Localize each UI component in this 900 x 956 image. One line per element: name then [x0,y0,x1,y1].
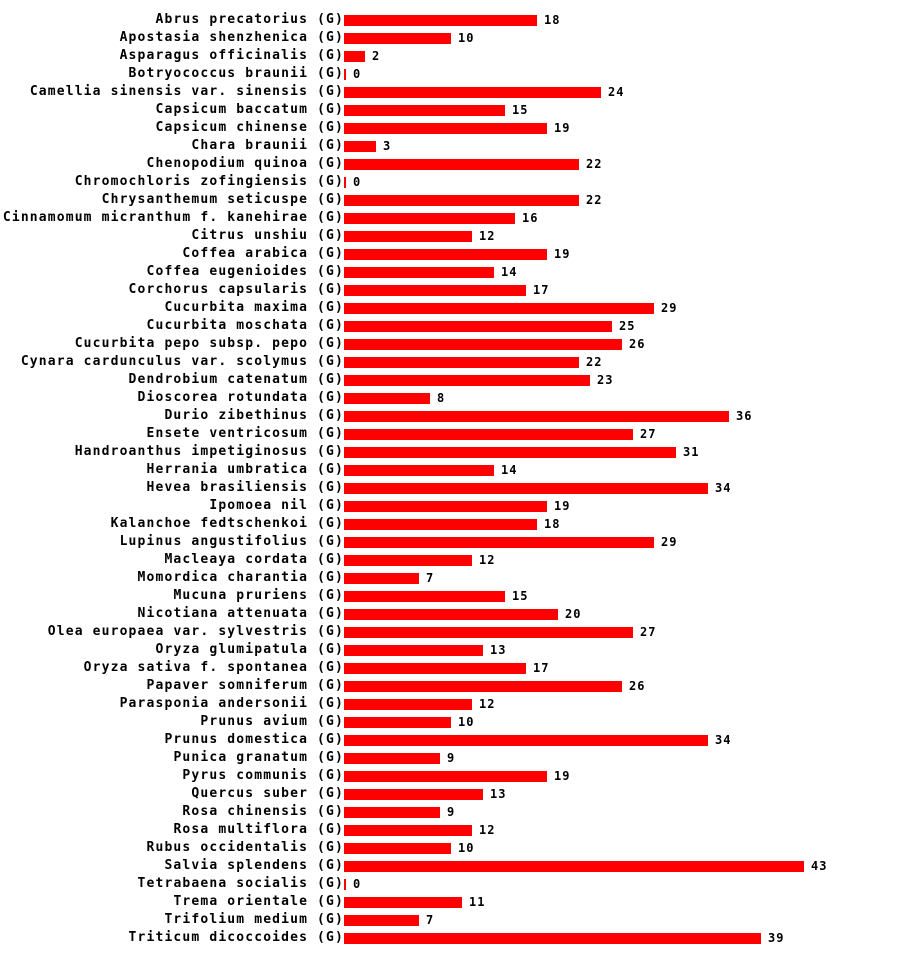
category-label: Nicotiana attenuata (G) [137,606,344,621]
bar [344,249,547,260]
bar [344,645,483,656]
bar-zone [344,857,827,875]
value-label: 7 [426,913,435,927]
chart-row [0,101,900,119]
chart-row [0,839,900,857]
bar-zone [344,389,445,407]
bar [344,33,451,44]
category-label: Kalanchoe fedtschenkoi (G) [110,516,344,531]
bar-zone [344,803,455,821]
bar [344,267,494,278]
chart-row [0,425,900,443]
category-label: Trema orientale (G) [173,894,344,909]
chart-row [0,317,900,335]
bar [344,897,462,908]
value-label: 19 [554,247,571,261]
value-label: 12 [479,697,496,711]
chart-row [0,353,900,371]
category-label: Botryococcus braunii (G) [128,66,344,81]
bar [344,609,558,620]
bar [344,159,579,170]
chart-row [0,137,900,155]
bar [344,519,537,530]
bar [344,321,612,332]
value-label: 18 [544,13,561,27]
bar [344,177,346,188]
bar-zone [344,821,495,839]
value-label: 9 [447,805,456,819]
value-label: 15 [512,103,529,117]
category-label: Oryza sativa f. spontanea (G) [83,660,344,675]
chart-row [0,731,900,749]
chart-row [0,713,900,731]
category-label: Macleaya cordata (G) [164,552,344,567]
category-label: Capsicum chinense (G) [155,120,344,135]
bar-zone [344,749,455,767]
category-label: Handroanthus impetiginosus (G) [74,444,344,459]
category-label: Cynara cardunculus var. scolymus (G) [20,354,344,369]
category-label: Salvia splendens (G) [164,858,344,873]
value-label: 19 [554,121,571,135]
bar-zone [344,677,645,695]
category-label: Momordica charantia (G) [137,570,344,585]
value-label: 31 [683,445,700,459]
category-label: Abrus precatorius (G) [155,12,344,27]
category-label: Quercus suber (G) [191,786,344,801]
value-label: 36 [736,409,753,423]
bar [344,537,654,548]
bar [344,375,590,386]
chart-row [0,29,900,47]
bar [344,717,451,728]
bar-zone [344,839,474,857]
value-label: 8 [437,391,446,405]
value-label: 34 [715,733,732,747]
value-label: 26 [629,337,646,351]
bar [344,429,633,440]
category-label: Triticum dicoccoides (G) [128,930,344,945]
bar-zone [344,245,570,263]
chart-row [0,623,900,641]
bar-zone [344,281,549,299]
bar [344,303,654,314]
category-label: Rubus occidentalis (G) [146,840,344,855]
chart-row [0,551,900,569]
value-label: 10 [458,31,475,45]
chart-row [0,47,900,65]
bar-zone [344,335,645,353]
value-label: 9 [447,751,456,765]
bar [344,789,483,800]
chart-row [0,767,900,785]
bar-zone [344,137,391,155]
bar [344,843,451,854]
value-label: 19 [554,499,571,513]
chart-row [0,587,900,605]
bar-zone [344,929,784,947]
bar-zone [344,911,434,929]
chart-row [0,245,900,263]
bar-zone [344,893,485,911]
bar-zone [344,551,495,569]
value-label: 11 [469,895,486,909]
category-label: Mucuna pruriens (G) [173,588,344,603]
bar-zone [344,29,474,47]
category-label: Coffea arabica (G) [182,246,344,261]
chart-row [0,407,900,425]
category-label: Chara braunii (G) [191,138,344,153]
bar [344,393,430,404]
bar [344,771,547,782]
bar-zone [344,461,517,479]
bar-zone [344,695,495,713]
bar [344,825,472,836]
category-label: Chromochloris zofingiensis (G) [74,174,344,189]
bar [344,933,761,944]
chart-row [0,461,900,479]
value-label: 0 [353,175,362,189]
value-label: 12 [479,553,496,567]
bar [344,591,505,602]
bar [344,447,676,458]
chart-row [0,11,900,29]
value-label: 22 [586,193,603,207]
value-label: 43 [811,859,828,873]
bar [344,123,547,134]
category-label: Hevea brasiliensis (G) [146,480,344,495]
value-label: 20 [565,607,582,621]
category-label: Cucurbita pepo subsp. pepo (G) [74,336,344,351]
bar-zone [344,587,528,605]
bar-zone [344,623,656,641]
value-label: 14 [501,463,518,477]
chart-row [0,299,900,317]
bar-zone [344,11,560,29]
bar [344,339,622,350]
chart-row [0,83,900,101]
value-label: 27 [640,427,657,441]
chart-row [0,695,900,713]
bar [344,555,472,566]
bar-zone [344,227,495,245]
value-label: 12 [479,823,496,837]
chart-row [0,929,900,947]
bar [344,465,494,476]
bar [344,105,505,116]
bar [344,753,440,764]
chart-row [0,263,900,281]
value-label: 22 [586,157,603,171]
chart-row [0,119,900,137]
value-label: 22 [586,355,603,369]
chart-row [0,659,900,677]
bar-zone [344,785,506,803]
bar [344,483,708,494]
category-label: Parasponia andersonii (G) [119,696,344,711]
bar-zone [344,479,731,497]
bar [344,213,515,224]
bar-zone [344,443,699,461]
category-label: Prunus avium (G) [200,714,344,729]
bar-zone [344,47,380,65]
value-label: 15 [512,589,529,603]
value-label: 10 [458,715,475,729]
bar-zone [344,659,549,677]
bar-zone [344,317,635,335]
category-label: Camellia sinensis var. sinensis (G) [29,84,344,99]
bar [344,879,346,890]
bar-zone [344,173,361,191]
chart-row [0,515,900,533]
value-label: 17 [533,283,550,297]
bar-zone [344,767,570,785]
chart-row [0,191,900,209]
bar-zone [344,83,624,101]
chart-row [0,911,900,929]
value-label: 2 [372,49,381,63]
bar-zone [344,191,602,209]
category-label: Cucurbita maxima (G) [164,300,344,315]
bar [344,15,537,26]
category-label: Herrania umbratica (G) [146,462,344,477]
value-label: 26 [629,679,646,693]
chart-row [0,479,900,497]
value-label: 13 [490,787,507,801]
bar-zone [344,371,613,389]
bar-zone [344,569,434,587]
category-label: Papaver somniferum (G) [146,678,344,693]
chart-row [0,155,900,173]
chart-row [0,803,900,821]
bar-zone [344,407,752,425]
chart-row [0,677,900,695]
bar-zone [344,533,677,551]
chart-row [0,281,900,299]
category-label: Capsicum baccatum (G) [155,102,344,117]
value-label: 12 [479,229,496,243]
bar [344,285,526,296]
bar [344,861,804,872]
value-label: 10 [458,841,475,855]
category-label: Ensete ventricosum (G) [146,426,344,441]
category-label: Trifolium medium (G) [164,912,344,927]
chart-row [0,569,900,587]
bar [344,627,633,638]
bar-zone [344,101,528,119]
value-label: 0 [353,67,362,81]
bar [344,195,579,206]
bar-zone [344,605,581,623]
value-label: 29 [661,535,678,549]
chart-row [0,533,900,551]
value-label: 13 [490,643,507,657]
chart-row [0,785,900,803]
bar [344,501,547,512]
category-label: Oryza glumipatula (G) [155,642,344,657]
value-label: 7 [426,571,435,585]
value-label: 29 [661,301,678,315]
value-label: 0 [353,877,362,891]
chart-row [0,857,900,875]
category-label: Corchorus capsularis (G) [128,282,344,297]
value-label: 16 [522,211,539,225]
bar-zone [344,713,474,731]
chart-row [0,371,900,389]
bar [344,69,346,80]
category-label: Olea europaea var. sylvestris (G) [47,624,344,639]
bar-zone [344,875,361,893]
value-label: 14 [501,265,518,279]
bar [344,87,601,98]
bar-zone [344,299,677,317]
chart-row [0,875,900,893]
value-label: 19 [554,769,571,783]
value-label: 23 [597,373,614,387]
category-label: Punica granatum (G) [173,750,344,765]
chart-row [0,389,900,407]
value-label: 17 [533,661,550,675]
category-label: Pyrus communis (G) [182,768,344,783]
value-label: 24 [608,85,625,99]
category-label: Durio zibethinus (G) [164,408,344,423]
category-label: Coffea eugenioides (G) [146,264,344,279]
bar [344,141,376,152]
bar [344,735,708,746]
bar-zone [344,497,570,515]
chart-row [0,65,900,83]
category-label: Cucurbita moschata (G) [146,318,344,333]
category-label: Asparagus officinalis (G) [119,48,344,63]
chart-row [0,443,900,461]
bar-zone [344,263,517,281]
chart-row [0,227,900,245]
bar [344,915,419,926]
chart-row [0,209,900,227]
bar [344,231,472,242]
bar-zone [344,731,731,749]
chart-row [0,893,900,911]
value-label: 27 [640,625,657,639]
category-label: Apostasia shenzhenica (G) [119,30,344,45]
value-label: 18 [544,517,561,531]
chart-row [0,821,900,839]
category-label: Chrysanthemum seticuspe (G) [101,192,344,207]
category-label: Rosa chinensis (G) [182,804,344,819]
bar [344,51,365,62]
bar-zone [344,119,570,137]
value-label: 3 [383,139,392,153]
category-label: Ipomoea nil (G) [209,498,344,513]
chart-row [0,335,900,353]
category-label: Cinnamomum micranthum f. kanehirae (G) [2,210,344,225]
bar [344,807,440,818]
category-label: Dendrobium catenatum (G) [128,372,344,387]
chart-row [0,497,900,515]
bar [344,663,526,674]
bar-zone [344,425,656,443]
bar-zone [344,353,602,371]
category-label: Lupinus angustifolius (G) [119,534,344,549]
bar-zone [344,65,361,83]
category-label: Tetrabaena socialis (G) [137,876,344,891]
bar-zone [344,155,602,173]
category-label: Chenopodium quinoa (G) [146,156,344,171]
chart-row [0,173,900,191]
category-label: Citrus unshiu (G) [191,228,344,243]
bar-zone [344,515,560,533]
bar [344,699,472,710]
chart-row [0,749,900,767]
bar-zone [344,641,506,659]
chart-row [0,605,900,623]
category-label: Rosa multiflora (G) [173,822,344,837]
bar [344,357,579,368]
value-label: 39 [768,931,785,945]
bar [344,411,729,422]
bar [344,681,622,692]
value-label: 25 [619,319,636,333]
bar-zone [344,209,538,227]
category-label: Dioscorea rotundata (G) [137,390,344,405]
category-label: Prunus domestica (G) [164,732,344,747]
chart-row [0,641,900,659]
bar [344,573,419,584]
value-label: 34 [715,481,732,495]
